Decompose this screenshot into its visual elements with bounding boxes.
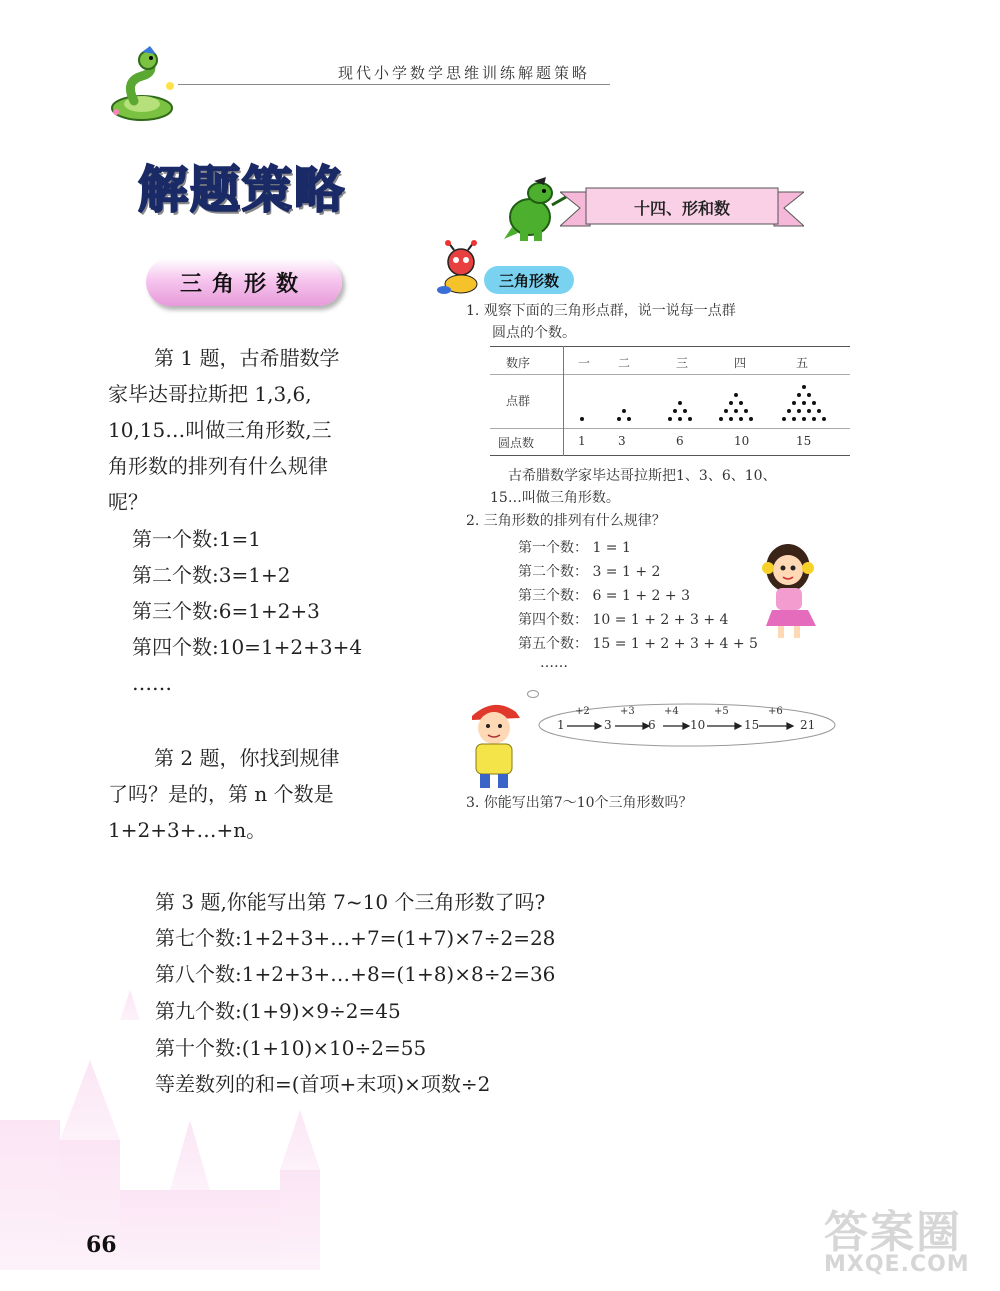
- table-row-label: 点群: [506, 394, 531, 408]
- table-count: 10: [734, 434, 750, 448]
- q1-answer-line: ……: [132, 671, 172, 695]
- snake-mascot-icon: [104, 46, 184, 124]
- q1-answer-line: 第四个数:10=1+2+3+4: [132, 635, 363, 659]
- heading-char-4: 略: [294, 161, 346, 219]
- header-divider: [178, 84, 610, 85]
- bottom-line: 第九个数:(1+9)×9÷2=45: [155, 999, 401, 1023]
- right-q1-line1: 1. 观察下面的三角形点群，说一说每一点群: [466, 303, 736, 319]
- sequence-number: 21: [800, 718, 816, 732]
- right-q2-row: 第四个数： 10 = 1 + 2 + 3 + 4: [518, 612, 729, 628]
- question-1-text: [108, 340, 393, 520]
- right-note-line1: 古希腊数学家毕达哥拉斯把1、3、6、10、: [508, 468, 777, 484]
- subsection-label: 三角形数: [498, 271, 559, 290]
- strategy-heading: [138, 150, 346, 222]
- right-note-line2: 15…叫做三角形数。: [490, 490, 620, 506]
- q1-line: 家毕达哥拉斯把 1,3,6,: [108, 382, 312, 406]
- girl-character-icon: [758, 540, 828, 640]
- q1-line: 呢？: [108, 490, 148, 514]
- q2-line: 第 2 题，你找到规律: [154, 746, 340, 770]
- bottom-line: 第七个数:1+2+3+…+7=(1+7)×7÷2=28: [155, 926, 556, 950]
- table-ordinal: 一: [578, 356, 591, 370]
- sequence-number: 10: [690, 718, 706, 732]
- sequence-step: +4: [664, 706, 679, 717]
- bottom-line: 第八个数:1+2+3+…+8=(1+8)×8÷2=36: [155, 962, 556, 986]
- table-count: 3: [618, 434, 626, 448]
- heading-char-1: 解: [138, 161, 190, 219]
- table-row-label: 圆点数: [498, 436, 535, 450]
- sequence-number: 1: [557, 718, 565, 732]
- table-ordinal: 二: [618, 356, 631, 370]
- question-2-text: [108, 740, 393, 848]
- sequence-number: 15: [744, 718, 760, 732]
- table-row-label: 数序: [506, 356, 531, 370]
- right-q2-row: 第二个数： 3 = 1 + 2: [518, 564, 661, 580]
- q1-answer-line: 第三个数:6=1+2+3: [132, 599, 320, 623]
- sequence-number: 6: [648, 718, 656, 732]
- section-label-pill: [146, 258, 342, 306]
- sequence-step: +2: [575, 706, 590, 717]
- sequence-number: 3: [604, 718, 612, 732]
- book-title: 现代小学数学思维训练解题策略: [338, 64, 591, 82]
- dot-triangles: [564, 375, 850, 428]
- table-rule: [490, 428, 850, 429]
- subsection-label-pill: [484, 266, 574, 294]
- table-ordinal: 四: [734, 356, 747, 370]
- heading-char-2: 题: [190, 161, 242, 219]
- right-q2-row: 第三个数： 6 = 1 + 2 + 3: [518, 588, 690, 604]
- q1-answer-line: 第二个数:3=1+2: [132, 563, 291, 587]
- bottom-line: 第十个数:(1+10)×10÷2=55: [155, 1036, 427, 1060]
- right-q2-row: ……: [540, 655, 568, 671]
- right-q3-title: 3. 你能写出第7～10个三角形数吗？: [466, 795, 693, 811]
- table-ordinal: 五: [796, 356, 809, 370]
- watermark-url: MXQE.COM: [824, 1252, 970, 1277]
- right-q1-line2: 圆点的个数。: [492, 325, 576, 341]
- table-rule: [490, 346, 850, 347]
- table-rule: [490, 455, 850, 456]
- right-q2-row: 第一个数： 1 = 1: [518, 540, 631, 556]
- boy-character-icon: [464, 698, 524, 790]
- heading-char-3: 策: [242, 161, 294, 219]
- right-q2-title: 2. 三角形数的排列有什么规律？: [466, 513, 666, 529]
- bottom-line: 第 3 题,你能写出第 7~10 个三角形数了吗?: [155, 890, 546, 914]
- q2-line: 了吗？是的，第 n 个数是: [108, 782, 334, 806]
- sequence-step: +5: [714, 706, 729, 717]
- bottom-line: 等差数列的和=(首项+末项)×项数÷2: [155, 1072, 491, 1096]
- q1-answer-line: 第一个数:1=1: [132, 527, 261, 551]
- section-label: 三角形数: [179, 271, 308, 297]
- page-number: 66: [86, 1232, 117, 1258]
- sequence-step: +3: [620, 706, 635, 717]
- q2-line: 1+2+3+…+n。: [108, 818, 267, 842]
- bug-mascot-icon: [434, 240, 490, 296]
- thought-bubble-dot: [527, 690, 539, 698]
- right-q2-row: 第五个数： 15 = 1 + 2 + 3 + 4 + 5: [518, 636, 758, 652]
- q1-line: 10,15…叫做三角形数,三: [108, 418, 332, 442]
- watermark-text: 答案圈: [824, 1207, 962, 1258]
- q1-line: 角形数的排列有什么规律: [108, 454, 328, 478]
- sequence-step: +6: [768, 706, 783, 717]
- table-count: 15: [796, 434, 812, 448]
- table-count: 6: [676, 434, 684, 448]
- triangle-number-table: [490, 346, 850, 456]
- table-ordinal: 三: [676, 356, 689, 370]
- chapter-title: 十四、形和数: [633, 199, 730, 218]
- q1-line: 第 1 题，古希腊数学: [154, 346, 340, 370]
- table-count: 1: [578, 434, 586, 448]
